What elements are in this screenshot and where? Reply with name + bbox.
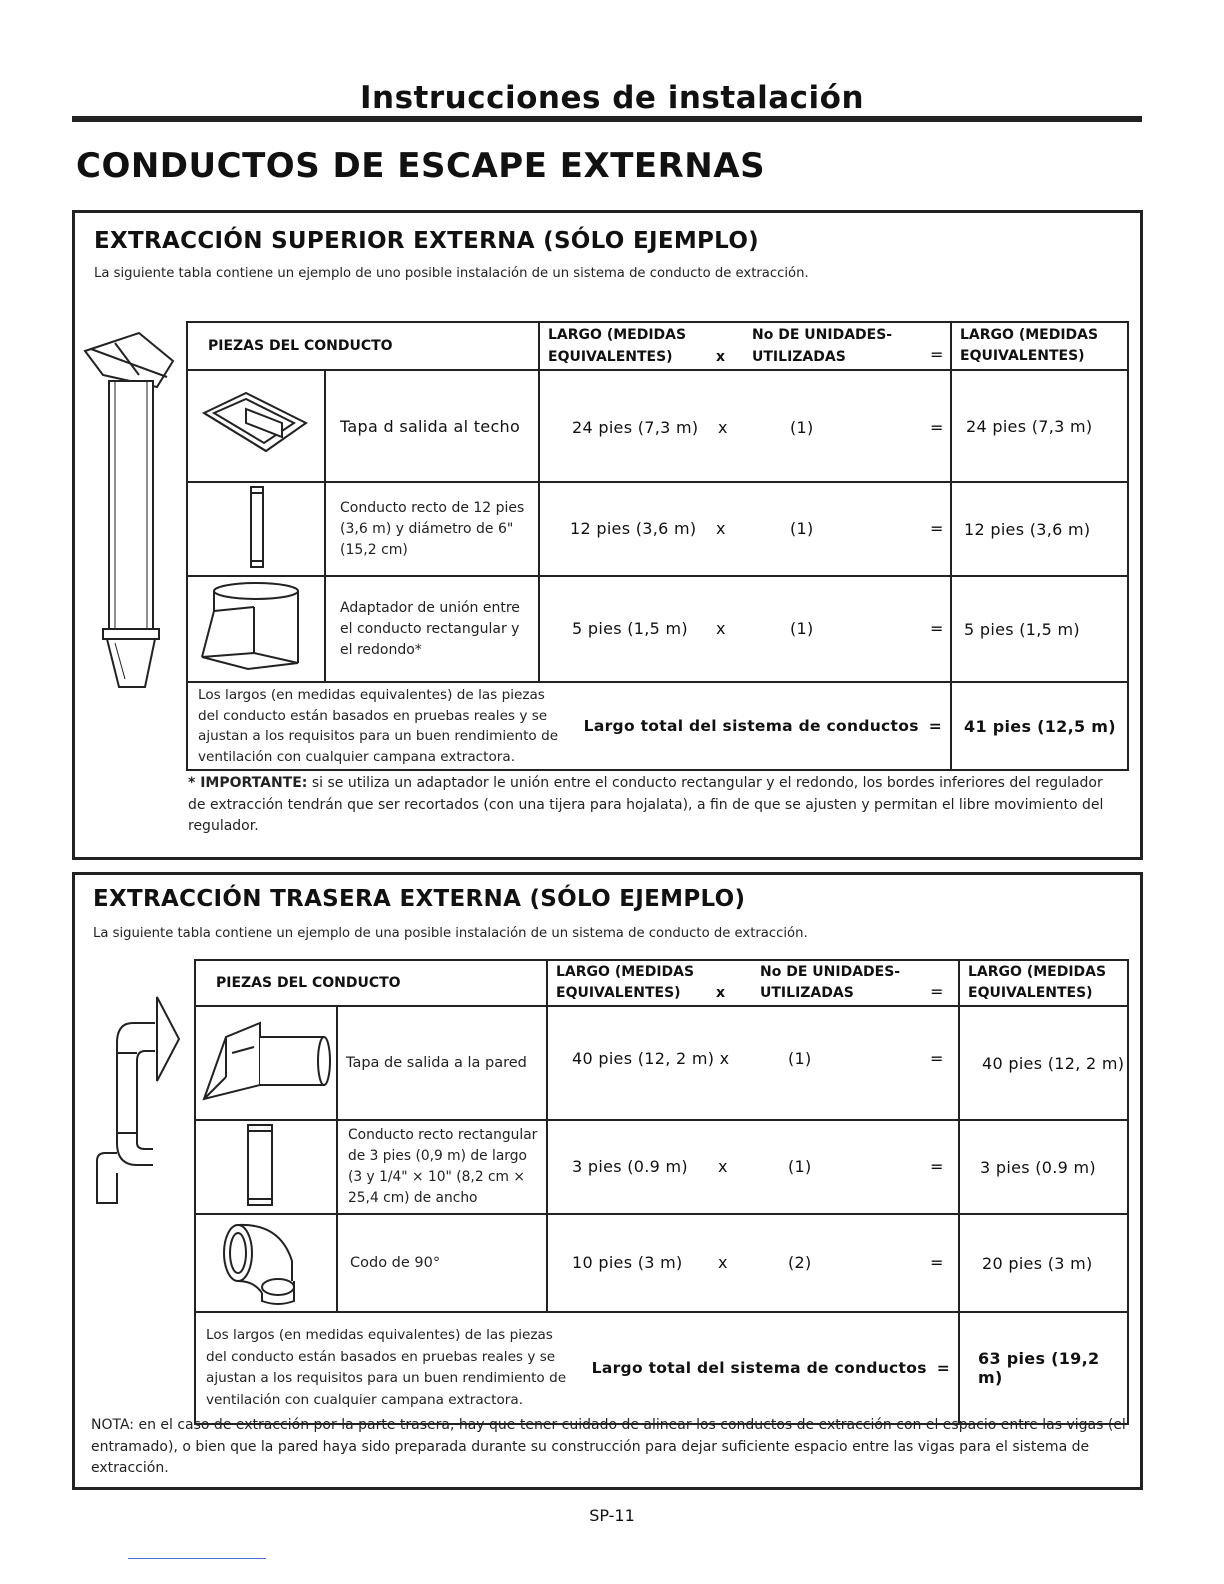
- part-result: 24 pies (7,3 m): [966, 416, 1093, 436]
- total-value-cell: [959, 1312, 1128, 1424]
- length-header-line1: LARGO (MEDIDAS: [548, 327, 687, 343]
- important-label: * IMPORTANTE:: [188, 775, 308, 791]
- elbow-90-icon: [196, 1215, 336, 1307]
- part-result: 20 pies (3 m): [982, 1253, 1093, 1273]
- total-value: 41 pies (12,5 m): [964, 716, 1116, 736]
- part-image-cell: [187, 576, 325, 682]
- part-length: 5 pies (1,5 m): [572, 619, 688, 638]
- parts-header-cell: [195, 960, 547, 1006]
- rear-note: NOTA: en el caso de extracción por la parte trasera, hay que tener cuidado de alinear los conductos de extracción con el espacio entre las vigas (el entramado), o bien que la pared haya sido preparada durante su construcción para dejar suficiente espacio entre las vigas para el sistema de extracción.: [91, 1417, 1126, 1476]
- total-value-cell: [951, 682, 1128, 770]
- equals-sign: =: [930, 1157, 944, 1176]
- part-length: 40 pies (12, 2 m) x: [572, 1049, 730, 1068]
- important-text: si se utiliza un adaptador le unión entre el conducto rectangular y el redondo, los bordes inferiores del regulador de extracción tendrán que ser recortados (con una tijera para hojalata), a fin de que se ajusten y permitan el libre movimiento del regulador.: [188, 775, 1104, 834]
- part-description-cell: [325, 482, 539, 576]
- rear-section-intro: La siguiente tabla contiene un ejemplo de una posible instalación de un sistema de conducto de extracción.: [93, 926, 808, 941]
- part-length: 24 pies (7,3 m): [572, 418, 699, 437]
- part-length: 12 pies (3,6 m): [570, 519, 697, 538]
- total-label: Largo total del sistema de conductos: [591, 1359, 927, 1377]
- part-description-cell: [337, 1120, 547, 1214]
- result-cell: [959, 1120, 1128, 1214]
- main-heading: CONDUCTOS DE ESCAPE EXTERNAS: [76, 146, 766, 186]
- times-sign: x: [716, 519, 726, 538]
- table-footnote: Los largos (en medidas equivalentes) de las piezas del conducto están basados en pruebas reales y se ajustan a los requisitos para un buen rendimiento de ventilación con cualquier campana extractora.: [206, 1327, 567, 1408]
- units-header-line1: No DE UNIDADES-: [752, 327, 893, 343]
- length-cell: [539, 370, 951, 482]
- table-row: [187, 482, 1128, 576]
- result-header-cell: [951, 322, 1128, 370]
- part-image-cell: [187, 370, 325, 482]
- result-cell: [951, 576, 1128, 682]
- roof-cap-icon: [188, 371, 324, 477]
- equals-sign: =: [930, 418, 944, 437]
- part-result: 12 pies (3,6 m): [964, 519, 1091, 539]
- unit-count: (1): [790, 519, 814, 538]
- title-rule: [72, 116, 1142, 122]
- part-description-cell: [337, 1006, 547, 1120]
- equals-sign: =: [928, 717, 943, 735]
- result-cell: [959, 1006, 1128, 1120]
- length-cell: [547, 1214, 959, 1312]
- equals-header: =: [930, 345, 944, 364]
- result-header-line1: LARGO (MEDIDAS: [960, 327, 1099, 343]
- length-header-line1: LARGO (MEDIDAS: [556, 964, 695, 980]
- part-result: 5 pies (1,5 m): [964, 619, 1080, 639]
- rear-duct-table: [194, 959, 1129, 1425]
- part-result: 40 pies (12, 2 m): [982, 1053, 1125, 1073]
- result-header-line2: EQUIVALENTES): [968, 985, 1093, 1001]
- times-sign: x: [718, 1253, 728, 1272]
- times-sign: x: [718, 1157, 728, 1176]
- table-row: [187, 370, 1128, 482]
- length-header-cell: [539, 322, 951, 370]
- straight-duct-icon: [188, 483, 324, 571]
- total-cell: [187, 682, 951, 770]
- unit-count: (1): [790, 418, 814, 437]
- length-cell: [547, 1120, 959, 1214]
- total-row: [195, 1312, 1128, 1424]
- length-header-line2: EQUIVALENTES): [548, 349, 673, 365]
- transition-adapter-icon: [188, 577, 324, 677]
- part-description: Adaptador de unión entre el conducto rectangular y el redondo*: [340, 599, 520, 658]
- rear-exhaust-panel: [72, 872, 1143, 1490]
- equals-header: =: [930, 982, 944, 1001]
- unit-count: (1): [788, 1157, 812, 1176]
- unit-count: (1): [790, 619, 814, 638]
- equals-sign: =: [930, 619, 944, 638]
- part-result: 3 pies (0.9 m): [980, 1157, 1096, 1177]
- total-label: Largo total del sistema de conductos: [583, 717, 919, 735]
- part-description: Codo de 90°: [350, 1254, 441, 1271]
- parts-header: PIEZAS DEL CONDUCTO: [216, 974, 401, 991]
- length-cell: [539, 576, 951, 682]
- times-sign: x: [716, 619, 726, 638]
- part-image-cell: [195, 1120, 337, 1214]
- rear-section-heading: EXTRACCIÓN TRASERA EXTERNA (SÓLO EJEMPLO): [93, 886, 746, 912]
- times-sign: x: [718, 418, 728, 437]
- table-row: [187, 576, 1128, 682]
- result-header-line2: EQUIVALENTES): [960, 348, 1085, 364]
- top-exhaust-panel: [72, 210, 1143, 860]
- units-header-line1: No DE UNIDADES-: [760, 964, 901, 980]
- wall-cap-icon: [196, 1007, 336, 1115]
- table-footnote: Los largos (en medidas equivalentes) de las piezas del conducto están basados en pruebas reales y se ajustan a los requisitos para un buen rendimiento de ventilación con cualquier campana extractora.: [198, 687, 559, 765]
- part-description: Conducto recto de 12 pies (3,6 m) y diámetro de 6" (15,2 cm): [340, 499, 525, 558]
- table-row: [195, 1120, 1128, 1214]
- units-header-line2: UTILIZADAS: [752, 349, 846, 365]
- equals-sign: =: [936, 1359, 951, 1377]
- units-header-line2: UTILIZADAS: [760, 985, 854, 1001]
- part-length: 3 pies (0.9 m): [572, 1157, 688, 1176]
- part-length: 10 pies (3 m): [572, 1253, 683, 1272]
- unit-count: (2): [788, 1253, 812, 1272]
- parts-header: PIEZAS DEL CONDUCTO: [208, 337, 393, 354]
- part-image-cell: [187, 482, 325, 576]
- top-duct-table: [186, 321, 1129, 771]
- times-header: x: [716, 349, 726, 365]
- part-image-cell: [195, 1214, 337, 1312]
- result-cell: [951, 370, 1128, 482]
- result-cell: [959, 1214, 1128, 1312]
- length-header-cell: [547, 960, 959, 1006]
- equals-sign: =: [930, 1049, 944, 1068]
- table-row: [195, 1214, 1128, 1312]
- decorative-line: [128, 1558, 266, 1559]
- length-cell: [539, 482, 951, 576]
- page-number: SP-11: [589, 1506, 635, 1525]
- result-header-line1: LARGO (MEDIDAS: [968, 964, 1107, 980]
- page-title: Instrucciones de instalación: [359, 80, 865, 116]
- part-description-cell: [325, 370, 539, 482]
- part-description-cell: [325, 576, 539, 682]
- equals-sign: =: [930, 1253, 944, 1272]
- part-image-cell: [195, 1006, 337, 1120]
- important-note: [188, 773, 1118, 838]
- vertical-duct-system-icon: [81, 331, 193, 693]
- rear-duct-system-icon: [95, 993, 195, 1209]
- result-cell: [951, 482, 1128, 576]
- top-section-intro: La siguiente tabla contiene un ejemplo de uno posible instalación de un sistema de conducto de extracción.: [94, 266, 809, 281]
- length-cell: [547, 1006, 959, 1120]
- part-description: Tapa de salida a la pared: [346, 1054, 527, 1071]
- part-description: Conducto recto rectangular de 3 pies (0,9 m) de largo (3 y 1/4" × 10" (8,2 cm × 25,4 cm) de ancho: [348, 1127, 538, 1206]
- times-header: x: [716, 985, 726, 1001]
- parts-header-cell: [187, 322, 539, 370]
- total-value: 63 pies (19,2 m): [978, 1349, 1100, 1387]
- unit-count: (1): [788, 1049, 812, 1068]
- top-section-heading: EXTRACCIÓN SUPERIOR EXTERNA (SÓLO EJEMPLO): [94, 228, 759, 254]
- total-row: [187, 682, 1128, 770]
- rectangular-duct-icon: [196, 1121, 336, 1209]
- part-description-cell: [337, 1214, 547, 1312]
- equals-sign: =: [930, 519, 944, 538]
- table-row: [195, 1006, 1128, 1120]
- length-header-line2: EQUIVALENTES): [556, 985, 681, 1001]
- total-cell: [195, 1312, 959, 1424]
- part-description: Tapa d salida al techo: [340, 416, 521, 436]
- result-header-cell: [959, 960, 1128, 1006]
